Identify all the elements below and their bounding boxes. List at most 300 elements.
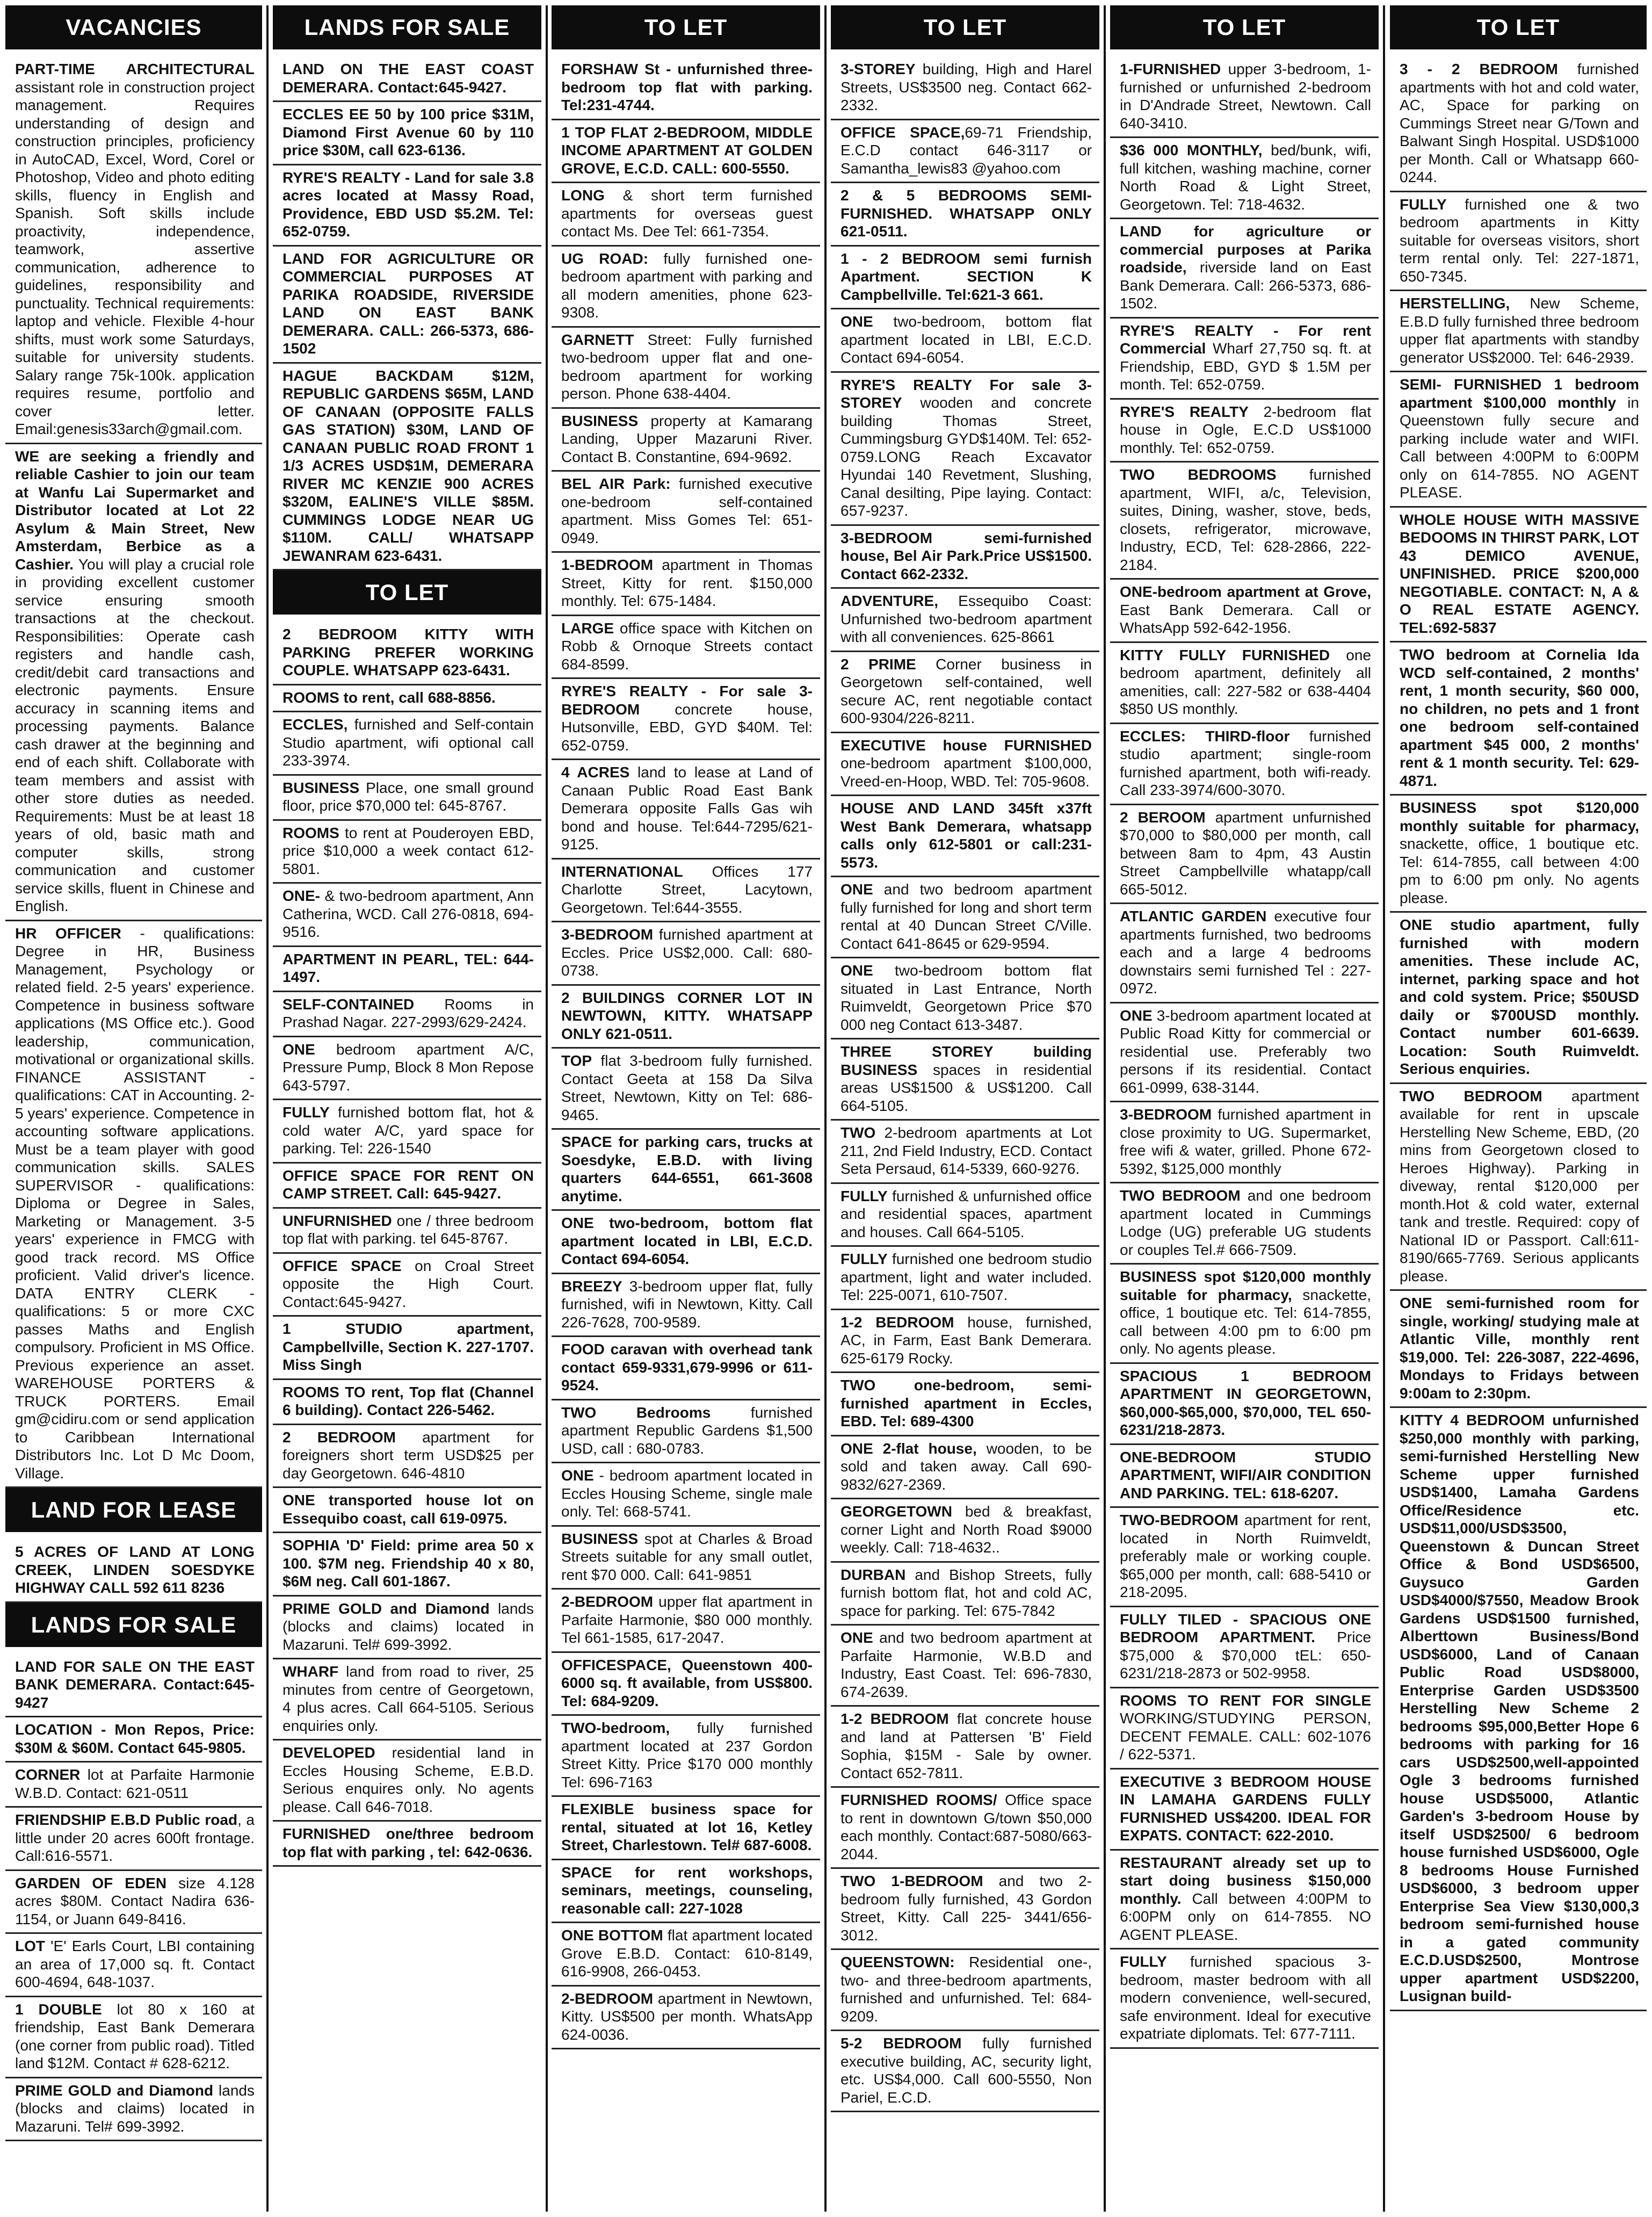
classified-ad bbox=[552, 922, 820, 986]
ad-lead: FULLY bbox=[1400, 196, 1447, 213]
ad-text: apartment in Thomas Street, Kitty for rent. $150,000 monthly. Tel: 675-1484. bbox=[561, 557, 813, 609]
ad-lead: 3 - 2 BEDROOM bbox=[1400, 61, 1558, 77]
ad-lead: FURNISHED ROOMS/ bbox=[841, 1792, 997, 1808]
ad-text: lands (blocks and claims) located in Mazaruni. Tel# 699-3992. bbox=[282, 1600, 534, 1653]
ad-lead: ONE BOTTOM bbox=[561, 1927, 663, 1944]
classified-ad bbox=[273, 776, 541, 821]
classified-ad bbox=[273, 1317, 541, 1380]
ad-text: spot at Charles & Broad Streets suitable for any small outlet, rent $70 000. Call: 641-9851 bbox=[561, 1530, 813, 1583]
ad-text: furnished studio apartment; single-room furnished apartment, both wifi-ready. Call 233-3974/600-3070. bbox=[1120, 727, 1371, 798]
ad-lead: SPACIOUS 1 BEDROOM APARTMENT IN GEORGETOWN, $60,000-$65,000, $70,000, TEL 650-6231/218-2873. bbox=[1120, 1367, 1371, 1438]
classified-ad bbox=[273, 1659, 541, 1741]
ad-text: wooden, to be sold and taken away. Call 690-9832/627-2369. bbox=[841, 1440, 1092, 1493]
ad-lead: PRIME GOLD and Diamond bbox=[282, 1600, 490, 1617]
ad-lead: 2 & 5 BEDROOMS SEMI-FURNISHED. WHATSAPP ONLY 621-0511. bbox=[841, 187, 1092, 240]
ad-lead: TWO-BEDROOM bbox=[1120, 1512, 1238, 1528]
ad-text: Residential one-, two- and three-bedroom apartments, furnished and unfurnished. Tel: 684-9209. bbox=[841, 1954, 1092, 2025]
classified-ad bbox=[831, 373, 1099, 526]
ad-lead: FLEXIBLE business space for rental, situated at lot 16, Ketley Street, Charlestown. Tel# 687-6008. bbox=[561, 1801, 813, 1853]
classified-ad bbox=[552, 1337, 820, 1400]
ad-lead: EXECUTIVE 3 BEDROOM HOUSE IN LAMAHA GARDENS FULLY FURNISHED US$4200. IDEAL FOR EXPATS. CONTACT: 622-2010. bbox=[1120, 1773, 1371, 1844]
ad-text: Rooms in Prashad Nagar. 227-2993/629-2424. bbox=[282, 995, 534, 1030]
classified-ad bbox=[1110, 1364, 1379, 1445]
classified-ad bbox=[552, 1987, 820, 2050]
classified-ad bbox=[552, 1463, 820, 1527]
column-divider bbox=[1104, 5, 1106, 2212]
ad-lead: PART-TIME ARCHITECTURAL bbox=[15, 61, 255, 77]
classified-ad bbox=[552, 860, 820, 923]
ad-text: 3-bedroom upper flat, fully furnished, wifi in Newtown, Kitty. Call 226-7628, 700-9589. bbox=[561, 1277, 813, 1331]
ad-lead: ONE bbox=[841, 1629, 873, 1646]
ad-text: bed/bunk, wifi, full kitchen, washing machine, corner North Road & Light Street, Georgetown. Tel: 718-4632. bbox=[1120, 142, 1371, 213]
classified-ad bbox=[273, 57, 541, 102]
classified-ad bbox=[552, 1923, 820, 1987]
ad-lead: 2-BEDROOM bbox=[561, 1990, 654, 2007]
ad-text: concrete house, Hutsonville, EBD, GYD $40M. Tel: 652-0759. bbox=[561, 701, 813, 754]
ad-text: 2-bedroom flat house in Ogle, E.C.D US$1000 monthly. Tel: 652-0759. bbox=[1120, 403, 1371, 456]
ad-lead: LONG bbox=[561, 187, 605, 204]
ad-text: furnished and Self-contain Studio apartment, wifi optional call 233-3974. bbox=[282, 716, 534, 769]
ad-lead: LOT bbox=[15, 1938, 45, 1954]
ad-text: upper flat apartment in Parfaite Harmonie, $80 000 monthly. Tel 661-1585, 617-2047. bbox=[561, 1593, 813, 1646]
column-4 bbox=[831, 5, 1099, 2212]
ad-text: furnished executive one-bedroom self-contained apartment. Miss Gomes Tel: 651-0949. bbox=[561, 475, 813, 546]
ad-lead: QUEENSTOWN: bbox=[841, 1954, 955, 1970]
classified-ad bbox=[5, 1997, 262, 2078]
classified-ad bbox=[831, 733, 1099, 797]
classified-ad bbox=[552, 472, 820, 553]
classified-ad bbox=[831, 1563, 1099, 1626]
classified-ad bbox=[552, 1274, 820, 1338]
ad-text: Office space to rent in downtown G/town $50,000 each monthly. Contact:687-5080/663-2044. bbox=[841, 1792, 1092, 1862]
ad-text: fully furnished apartment located at 237 Gordon Street Kitty. Price $170 000 monthly Tel: 696-7163 bbox=[561, 1720, 813, 1790]
classified-ad bbox=[5, 1655, 262, 1718]
ad-text: furnished & unfurnished office and residential spaces, apartment and houses. Call 664-5105. bbox=[841, 1187, 1092, 1240]
ad-lead: OFFICESPACE, Queenstown 400-6000 sq. ft available, from US$800. Tel: 684-9209. bbox=[561, 1656, 813, 1709]
ad-lead: FRIENDSHIP E.B.D Public road bbox=[15, 1811, 238, 1828]
ad-lead: INTERNATIONAL bbox=[561, 863, 683, 880]
ad-text: & short term furnished apartments for overseas guest contact Ms. Dee Tel: 661-7354. bbox=[561, 187, 813, 240]
classified-ad bbox=[1110, 219, 1379, 319]
ad-text: furnished apartment Republic Gardens $1,500 USD, call : 680-0783. bbox=[561, 1404, 813, 1457]
ad-lead: 2 PRIME bbox=[841, 655, 916, 673]
ad-lead: FULLY bbox=[1120, 1953, 1167, 1970]
ad-text: Place, one small ground floor, price $70,000 tel: 645-8767. bbox=[282, 779, 534, 814]
classified-ad bbox=[1390, 1084, 1647, 1291]
classified-ad bbox=[1110, 57, 1379, 138]
ad-lead: TWO bedroom at Cornelia Ida WCD self-contained, 2 months' rent, 1 month security, $60 000, no children, no pets and 1 front one bedroom self-contained apartment $45 000, 2 months' rent & 1 month security. Tel: 629-4871. bbox=[1400, 646, 1639, 789]
classified-ad bbox=[1110, 1265, 1379, 1364]
classified-ad bbox=[1390, 642, 1647, 796]
ad-lead: EXECUTIVE house FURNISHED bbox=[841, 736, 1092, 754]
classified-ad bbox=[1390, 372, 1647, 508]
ad-lead: BUSINESS spot $120,000 monthly suitable for pharmacy, bbox=[1120, 1268, 1371, 1303]
classified-ad bbox=[273, 1822, 541, 1867]
ad-lead: ADVENTURE, bbox=[841, 593, 939, 609]
ad-lead: ONE semi-furnished room for single, working/ studying male at Atlantic Ville, monthly rent $19,000. Tel: 226-3087, 222-4696, Mondays to Fridays between 9:00am to 2:30pm. bbox=[1400, 1295, 1639, 1402]
ad-lead: FULLY bbox=[841, 1251, 888, 1267]
ad-lead: FULLY TILED - SPACIOUS ONE BEDROOM APARTMENT. bbox=[1120, 1611, 1371, 1645]
classified-ad bbox=[5, 1540, 262, 1603]
classified-ad bbox=[1110, 724, 1379, 805]
ad-text: upper 3-bedroom, 1-furnished or unfurnished 2-bedroom in D'Andrade Street, Newtown. Call 640-3410. bbox=[1120, 61, 1371, 132]
classified-ad bbox=[552, 1130, 820, 1211]
ad-lead: 1 STUDIO apartment, Campbellville, Section K. 227-1707. Miss Singh bbox=[282, 1320, 534, 1373]
classified-ad bbox=[5, 444, 262, 921]
classified-ad bbox=[273, 884, 541, 947]
ad-lead: PRIME GOLD and Diamond bbox=[15, 2082, 214, 2099]
ad-lead: ROOMS to rent, call 688-8856. bbox=[282, 689, 496, 706]
classified-ad bbox=[1110, 580, 1379, 643]
classified-ad bbox=[1110, 904, 1379, 1003]
ad-text: flat concrete house and land at Pattersen 'B' Field Sophia, $15M - Sale by owner. Contact 652-7811. bbox=[841, 1710, 1092, 1781]
ad-text: bed & breakfast, corner Light and North Road $9000 weekly. Call: 718-4632.. bbox=[841, 1503, 1092, 1556]
classified-ad bbox=[831, 1184, 1099, 1247]
section-header: TO LET bbox=[273, 571, 541, 615]
classified-ad bbox=[273, 947, 541, 992]
classified-ad bbox=[831, 1373, 1099, 1436]
classified-ad bbox=[1110, 1851, 1379, 1950]
ad-lead: FORSHAW St - unfurnished three-bedroom top flat with parking. Tel:231-4744. bbox=[561, 61, 813, 113]
column-1 bbox=[5, 5, 262, 2212]
classified-ad bbox=[552, 986, 820, 1049]
ad-lead: ONE transported house lot on Essequibo coast, call 619-0975. bbox=[282, 1492, 534, 1527]
ad-text: apartment for foreigners short term USD$25 per day Georgetown. 646-4810 bbox=[282, 1428, 534, 1482]
ad-lead: ROOMS TO RENT FOR SINGLE bbox=[1120, 1692, 1371, 1709]
classified-ad bbox=[552, 1590, 820, 1653]
classified-ad bbox=[552, 1797, 820, 1860]
ad-text: 3-bedroom apartment located at Public Road Kitty for commercial or residential use. Preferably two persons if its residential. Contact 661-0999, 638-3144. bbox=[1120, 1007, 1371, 1096]
ad-text: Wharf 27,750 sq. ft. at Friendship, EBD, GYD $ 1.5M per month. Tel: 652-0759. bbox=[1120, 340, 1371, 393]
classified-ad bbox=[273, 1425, 541, 1489]
ad-lead: ECCLES EE 50 by 100 price $31M, Diamond First Avenue 60 by 110 price $30M, call 623-6136. bbox=[282, 106, 534, 158]
ad-text: fully furnished one-bedroom apartment with parking and all modern amenities, phone 623-9308. bbox=[561, 250, 813, 321]
classified-ad bbox=[831, 1499, 1099, 1563]
classified-ad bbox=[1390, 57, 1647, 192]
classified-ad bbox=[273, 1100, 541, 1164]
column-divider bbox=[824, 5, 827, 2212]
ad-text: furnished apartment in close proximity to UG. Supermarket, free wifi & water, grilled. Phone 672-5392, $125,000 monthly bbox=[1120, 1106, 1371, 1177]
classified-ad bbox=[831, 652, 1099, 733]
ad-lead: $36 000 MONTHLY, bbox=[1120, 142, 1263, 158]
classified-ad bbox=[831, 120, 1099, 184]
ad-lead: TOP bbox=[561, 1052, 592, 1069]
classified-ad bbox=[552, 120, 820, 184]
column-divider bbox=[1383, 5, 1385, 2212]
ad-lead: 1-FURNISHED bbox=[1120, 61, 1221, 77]
ad-lead: RYRE'S REALTY bbox=[1120, 403, 1249, 420]
ad-lead: TWO Bedrooms bbox=[561, 1404, 711, 1421]
ad-text: flat apartment located Grove E.B.D. Contact: 610-8149, 616-9908, 266-0453. bbox=[561, 1927, 813, 1980]
ad-text: - bedroom apartment located in Eccles Housing Scheme, single male only. Tel: 668-5741. bbox=[561, 1467, 813, 1520]
classified-ad bbox=[831, 57, 1099, 120]
ad-text: and Bishop Streets, fully furnish bottom flat, hot and cold AC, space for parking. Tel: 675-7842 bbox=[841, 1566, 1092, 1619]
ad-lead: 1 DOUBLE bbox=[15, 2001, 102, 2018]
classified-ad bbox=[1110, 805, 1379, 905]
ad-lead: TWO 1-BEDROOM bbox=[841, 1873, 983, 1889]
ad-lead: 1-2 BEDROOM bbox=[841, 1313, 954, 1331]
classified-ad bbox=[831, 2031, 1099, 2112]
ad-text: and two bedroom apartment fully furnished for long and short term rental at 40 Duncan Street C/Ville. Contact 641-8645 or 629-9594. bbox=[841, 881, 1092, 952]
ad-lead: KITTY FULLY FURNISHED bbox=[1120, 646, 1330, 663]
classified-ad bbox=[831, 1788, 1099, 1869]
ad-text: size 4.128 acres $80M. Contact Nadira 636-1154, or Juann 649-8416. bbox=[15, 1874, 255, 1927]
ad-text: house, furnished, AC, in Farm, East Bank Demerara. 625-6179 Rocky. bbox=[841, 1313, 1092, 1367]
classified-ad bbox=[5, 1808, 262, 1871]
ad-text: one / three bedroom top flat with parking. tel 645-8767. bbox=[282, 1212, 534, 1247]
classified-ad bbox=[552, 409, 820, 472]
ad-text: one bedroom apartment, definitely all amenities, call: 227-582 or 638-4404 $850 US monthly. bbox=[1120, 646, 1372, 717]
ad-text: and two bedroom apartment at Parfaite Harmonie, W.B.D and Industry, East Coast. Tel: 696-7830, 674-2639. bbox=[841, 1629, 1092, 1700]
ad-lead: ROOMS bbox=[282, 824, 339, 841]
ad-lead: ROOMS TO rent, Top flat (Channel 6 building). Contact 226-5462. bbox=[282, 1383, 534, 1418]
ad-lead: WE are seeking a friendly and reliable Cashier to join our team at Wanfu Lai Supermarket and Distributor located at Lot 22 Asylum & Main Street, New Amsterdam, Berbice as a Cashier. bbox=[15, 447, 255, 573]
ad-lead: FOOD caravan with overhead tank contact 659-9331,679-9996 or 611-9524. bbox=[561, 1341, 813, 1393]
ad-lead: UNFURNISHED bbox=[282, 1212, 392, 1229]
classified-ad bbox=[1110, 1445, 1379, 1508]
classified-ad bbox=[273, 685, 541, 713]
ad-text: apartment available for rent in upscale Herstelling New Scheme, EBD, (20 mins from Georgetown closed to Heroes Highway). Parking in diveway, rental $120,000 per month.Hot & cold water, external tank and trestle. Required: copy of National ID or Passport. Call:611-8190/665-7769. Serious applicants please. bbox=[1400, 1087, 1639, 1284]
classified-ad bbox=[273, 622, 541, 685]
classified-ad bbox=[552, 1049, 820, 1130]
ad-lead: 2 BEDROOM bbox=[282, 1428, 396, 1446]
ad-text: wooden and concrete building Thomas Street, Cummingsburg GYD$140M. Tel: 652-0759.LONG Reach Excavator Hyundai 140 Revetment, Slushing, Canal desilting, Pipe laying. Contact: 657-9237. bbox=[841, 394, 1092, 519]
ad-text: Call between 4:00PM to 6:00PM only on 614-7855. NO AGENT PLEASE. bbox=[1120, 1890, 1371, 1943]
ad-lead: ONE- bbox=[282, 887, 320, 904]
ad-lead: TWO BEDROOM bbox=[1120, 1187, 1241, 1204]
classified-ad bbox=[831, 1436, 1099, 1500]
ad-text: land from road to river, 25 minutes from centre of Georgetown, 4 plus acres. Call 664-5105. Serious enquiries only. bbox=[282, 1663, 534, 1734]
ad-text: bedroom apartment A/C, Pressure Pump, Block 8 Mon Repose 643-5797. bbox=[282, 1041, 534, 1094]
ad-lead: TWO BEDROOM bbox=[1400, 1087, 1542, 1104]
classified-ad bbox=[1390, 1408, 1647, 2011]
ad-lead: CORNER bbox=[15, 1766, 81, 1783]
classified-ad bbox=[831, 247, 1099, 310]
ad-lead: LAND for agriculture or commercial purposes at Parika roadside, bbox=[1120, 223, 1371, 276]
ad-text: furnished apartment, WIFI, a/c, Television, suites, Dining, washer, stove, beds, closets, refrigerator, microwave, Industry, ECD, Tel: 628-2866, 222-2184. bbox=[1120, 466, 1371, 573]
classified-ad bbox=[552, 57, 820, 120]
ad-lead: LAND FOR SALE ON THE EAST BANK DEMERARA. Contact:645-9427 bbox=[15, 1658, 255, 1711]
ad-text: in Queenstown fully secure and parking include water and WIFI. Call between 4:00PM to 6:00PM only on 614-7855. NO AGENT PLEASE. bbox=[1400, 394, 1640, 501]
classified-ad bbox=[831, 1247, 1099, 1310]
ad-lead: HAGUE BACKDAM $12M, REPUBLIC GARDENS $65M, LAND OF CANAAN (OPPOSITE FALLS GAS STATION) $30M, LAND OF CANAAN PUBLIC ROAD FRONT 1 1/3 ACRES USD$1M, DEMERARA RIVER MC KENZIE 900 ACRES $320M, EALINE'S VILLE $85M. CUMMINGS LODGE NEAR UG $110M. CALL/ WHATSAPP JEWANRAM 623-6431. bbox=[282, 367, 534, 564]
ad-lead: LAND ON THE EAST COAST DEMERARA. Contact:645-9427. bbox=[282, 61, 534, 96]
ad-lead: ONE 2-flat house, bbox=[841, 1440, 977, 1457]
classified-ad bbox=[1110, 400, 1379, 463]
classified-ad bbox=[552, 1860, 820, 1924]
ad-text: furnished apartment at Eccles. Price US$2,000. Call: 680-0738. bbox=[561, 926, 813, 979]
ad-lead: 1 - 2 BEDROOM semi furnish Apartment. SECTION K Campbellville. Tel:621-3 661. bbox=[841, 250, 1092, 303]
ad-text: WORKING/STUDYING PERSON, DECENT FEMALE. CALL: 602-1076 / 622-5371. bbox=[1120, 1710, 1371, 1763]
ad-lead: BUSINESS bbox=[561, 1530, 639, 1547]
ad-lead: TWO one-bedroom, semi-furnished apartment in Eccles, EBD. Tel: 689-4300 bbox=[841, 1377, 1092, 1429]
section-header: TO LET bbox=[831, 5, 1099, 49]
classified-ad bbox=[273, 102, 541, 165]
ad-lead: HR OFFICER bbox=[15, 925, 121, 942]
classified-ad bbox=[273, 992, 541, 1037]
ad-text: lands (blocks and claims) located in Mazaruni. Tel# 699-3992. bbox=[15, 2082, 255, 2135]
column-5 bbox=[1110, 5, 1379, 2212]
ad-text: two-bedroom, bottom flat apartment located in LBI, E.C.D. Contact 694-6054. bbox=[841, 313, 1092, 366]
ad-lead: 5 ACRES OF LAND AT LONG CREEK, LINDEN SOESDYKE HIGHWAY CALL 592 611 8236 bbox=[15, 1543, 255, 1596]
ad-lead: SPACE for parking cars, trucks at Soesdyke, E.B.D. with living quarters 644-6551, 661-3608 anytime. bbox=[561, 1133, 813, 1204]
ad-text: apartment unfurnished $70,000 to $80,000 per month, call between 8am to 4pm, 43 Austin Street Campbellville whatapp/call 665-5012. bbox=[1120, 808, 1371, 898]
ad-lead: 2 BEROOM bbox=[1120, 808, 1206, 826]
ad-lead: GARNETT bbox=[561, 331, 634, 348]
ad-text: & two-bedroom apartment, Ann Catherina, WCD. Call 276-0818, 694-9516. bbox=[282, 887, 534, 940]
ad-text: executive four apartments furnished, two bedrooms each and a large 4 bedrooms downstairs semi furnished Tel : 227-0972. bbox=[1120, 908, 1371, 996]
ad-text: land to lease at Land of Canaan Public Road East Bank Demerara opposite Falls Gas wih bond and house. Tel:644-7295/621-9125. bbox=[561, 764, 813, 853]
ad-lead: ONE bbox=[841, 881, 873, 898]
ad-lead: TWO-bedroom, bbox=[561, 1720, 670, 1736]
ad-lead: GARDEN OF EDEN bbox=[15, 1874, 167, 1891]
classified-ad bbox=[831, 309, 1099, 373]
classified-ad bbox=[273, 1533, 541, 1597]
classified-ad bbox=[273, 1380, 541, 1425]
classified-ad bbox=[273, 1164, 541, 1209]
classified-ad bbox=[552, 328, 820, 409]
ad-lead: 2 BUILDINGS CORNER LOT IN NEWTOWN, KITTY. WHATSAPP ONLY 621-0511. bbox=[561, 989, 813, 1042]
classified-ad bbox=[1390, 796, 1647, 913]
ad-lead: ONE-bedroom apartment at Grove, bbox=[1120, 583, 1371, 600]
ad-lead: SELF-CONTAINED bbox=[282, 995, 415, 1013]
ad-lead: ONE bbox=[841, 962, 873, 979]
classified-ad bbox=[273, 1209, 541, 1254]
classified-ad bbox=[1110, 1183, 1379, 1265]
classified-ad bbox=[552, 1527, 820, 1590]
ad-text: to rent at Pouderoyen EBD, price $10,000 a week contact 612-5801. bbox=[282, 824, 534, 877]
classified-ad bbox=[1110, 1607, 1379, 1688]
ad-lead: DEVELOPED bbox=[282, 1744, 375, 1761]
column-divider bbox=[546, 5, 548, 2212]
ad-lead: THREE STOREY building BUSINESS bbox=[841, 1043, 1092, 1078]
ad-lead: SEMI- FURNISHED 1 bedroom apartment $100,000 monthly bbox=[1400, 376, 1639, 411]
ad-lead: RYRE'S REALTY For sale 3-STOREY bbox=[841, 376, 1092, 411]
ad-lead: 2-BEDROOM bbox=[561, 1593, 654, 1610]
classified-ad bbox=[552, 760, 820, 860]
classified-ad bbox=[1110, 1003, 1379, 1103]
ad-text: 2-bedroom apartments at Lot 211, 2nd Field Industry, ECD. Contact Seta Persaud, 614-5339, 660-9276. bbox=[841, 1124, 1092, 1177]
ad-text: snackette, office, 1 boutique etc. Tel: 614-7855, call between 4:00 pm to 6:00 pm only. No agents please. bbox=[1400, 835, 1639, 906]
section-header: TO LET bbox=[552, 5, 820, 49]
ad-lead: HOUSE AND LAND 345ft x37ft West Bank Demerara, whatsapp calls only 612-5801 or call:231-5573. bbox=[841, 800, 1092, 871]
ad-text: furnished spacious 3-bedroom, master bedroom with all modern convenience, well-secured, safe environment. Ideal for executive expatriate diplomats. Tel: 677-7111. bbox=[1120, 1953, 1371, 2042]
classified-ad bbox=[552, 679, 820, 760]
classified-ad bbox=[1390, 192, 1647, 292]
ad-text: residential land in Eccles Housing Scheme, E.B.D. Serious enquires only. No agents please. Call 646-7018. bbox=[282, 1744, 534, 1815]
ad-text: , a little under 20 acres 600ft frontage. Call:616-5571. bbox=[15, 1811, 255, 1864]
ad-text: spaces in residential areas US$1500 & US$1200. Call 664-5105. bbox=[841, 1061, 1092, 1114]
ad-lead: 3-STOREY bbox=[841, 61, 916, 77]
section-header: TO LET bbox=[1390, 5, 1647, 49]
classified-ad bbox=[273, 1037, 541, 1101]
ad-lead: HERSTELLING, bbox=[1400, 295, 1510, 312]
classified-ad bbox=[273, 364, 541, 571]
section-header: LANDS FOR SALE bbox=[5, 1603, 262, 1647]
ad-text: You will play a crucial role in providing excellent customer service ensuring smooth transactions at the checkout. Responsibilities: Operate cash registers and handle cash, credit/debit card transactions and electronic payments. Ensure accuracy in scanning items and processing payments. Balance cash drawer at the beginning and end of each shift. Collaborate with team members and assist with other store duties as needed. Requirements: Must be at least 18 years of old, basic math and computer skills, strong communication and customer service skills, fluent in Chinese and English. bbox=[15, 555, 255, 914]
ad-lead: FURNISHED one/three bedroom top flat with parking , tel: 642-0636. bbox=[282, 1825, 534, 1860]
ad-lead: BREEZY bbox=[561, 1277, 622, 1295]
ad-lead: FULLY bbox=[841, 1187, 888, 1204]
ad-text: one-bedroom apartment $100,000, Vreed-en-Hoop, WBD. Tel: 705-9608. bbox=[841, 755, 1092, 790]
classified-ad bbox=[5, 1934, 262, 1997]
ad-lead: ONE studio apartment, fully furnished with modern amenities. These include AC, internet, parking space and hot and cold system. Price; $50USD daily or $700USD monthly. Contact number 601-6639. Location: South Ruimveldt. Serious enquiries. bbox=[1400, 916, 1639, 1077]
ad-text: Essequibo Coast: Unfurnished two-bedroom apartment with all conveniences. 625-8661 bbox=[841, 593, 1092, 645]
classified-ad bbox=[273, 1597, 541, 1660]
ad-lead: 1-2 BEDROOM bbox=[841, 1710, 949, 1727]
ad-text: on Croal Street opposite the High Court. Contact:645-9427. bbox=[282, 1257, 534, 1310]
classified-ad bbox=[1110, 1949, 1379, 2049]
classified-ad bbox=[831, 589, 1099, 652]
classified-ad bbox=[273, 1488, 541, 1533]
ad-lead: OFFICE SPACE, bbox=[841, 124, 965, 141]
classified-ad bbox=[831, 1869, 1099, 1950]
ad-lead: ONE bbox=[282, 1041, 315, 1058]
classified-ad bbox=[831, 796, 1099, 877]
classified-ad bbox=[1110, 1688, 1379, 1770]
classified-ad bbox=[5, 921, 262, 1489]
ad-lead: ONE two-bedroom, bottom flat apartment located in LBI, E.C.D. Contact 694-6054. bbox=[561, 1215, 813, 1267]
ad-lead: ONE-BEDROOM STUDIO APARTMENT, WIFI/AIR CONDITION AND PARKING. TEL: 618-6207. bbox=[1120, 1448, 1371, 1501]
ad-lead: ONE bbox=[841, 313, 873, 330]
classified-ad bbox=[5, 1871, 262, 1934]
ad-text: office space with Kitchen on Robb & Ornoque Streets contact 684-8599. bbox=[561, 619, 813, 673]
ad-lead: 5-2 BEDROOM bbox=[841, 2035, 962, 2052]
ad-lead: 1 TOP FLAT 2-BEDROOM, MIDDLE INCOME APARTMENT AT GOLDEN GROVE, E.C.D. CALL: 600-5550. bbox=[561, 124, 813, 177]
classified-ad bbox=[1390, 1291, 1647, 1408]
classified-ad bbox=[273, 1254, 541, 1317]
classified-ad bbox=[273, 821, 541, 884]
ad-lead: SOPHIA 'D' Field: prime area 50 x 100. $7M neg. Friendship 40 x 80, $6M neg. Call 601-1867. bbox=[282, 1537, 534, 1590]
classified-ad bbox=[831, 1707, 1099, 1788]
ad-text: lot at Parfaite Harmonie W.B.D. Contact: 621-0511 bbox=[15, 1766, 255, 1801]
column-divider bbox=[266, 5, 269, 2212]
classified-ad bbox=[552, 1400, 820, 1464]
ad-lead: RYRE'S REALTY - Land for sale 3.8 acres located at Massy Road, Providence, EBD USD $5.2M. Tel: 652-0759. bbox=[282, 169, 534, 240]
section-header: TO LET bbox=[1110, 5, 1379, 49]
ad-lead: BUSINESS bbox=[282, 779, 360, 796]
ad-lead: 3-BEDROOM semi-furnished house, Bel Air Park.Price US$1500. Contact 662-2332. bbox=[841, 529, 1092, 582]
ad-text: lot 80 x 160 at friendship, East Bank Demerara (one corner from public road). Titled land $12M. Contact # 628-6212. bbox=[15, 2001, 255, 2071]
ad-lead: WHOLE HOUSE WITH MASSIVE BEDOOMS IN THIRST PARK, LOT 43 DEMICO AVENUE, UNFINISHED. PRICE $200,000 NEGOTIABLE. CONTACT: N, A & O REAL ESTATE AGENCY. TEL:692-5837 bbox=[1400, 511, 1639, 636]
ad-lead: BEL AIR Park: bbox=[561, 475, 671, 492]
ad-text: flat 3-bedroom fully furnished. Contact Geeta at 158 Da Silva Street, Newtown, Kitty on Tel: 686-9465. bbox=[561, 1052, 813, 1123]
ad-lead: 1-BEDROOM bbox=[561, 557, 654, 573]
classified-ad bbox=[831, 183, 1099, 247]
ad-text: New Scheme, E.B.D fully furnished three bedroom upper flat apartments with standby generator US$2000. Tel: 646-2939. bbox=[1400, 295, 1639, 366]
classified-ad bbox=[831, 958, 1099, 1039]
ad-lead: 3-BEDROOM bbox=[561, 926, 654, 943]
ad-text: fully furnished executive building, AC, security light, etc. US$4,000. Call 600-5550, Non Pariel, E.C.D. bbox=[841, 2035, 1092, 2106]
ad-lead: 2 BEDROOM KITTY WITH PARKING PREFER WORKING COUPLE. WHATSAPP 623-6431. bbox=[282, 626, 534, 678]
ad-text: and one bedroom apartment located in Cummings Lodge (UG) preferable UG students or couples Tel.# 666-7509. bbox=[1120, 1187, 1372, 1258]
classified-ad bbox=[831, 526, 1099, 589]
ad-lead: ECCLES: THIRD-floor bbox=[1120, 727, 1290, 745]
classified-ad bbox=[5, 57, 262, 444]
classified-ad bbox=[831, 1039, 1099, 1121]
classified-ad bbox=[273, 712, 541, 776]
ad-lead: OFFICE SPACE FOR RENT ON CAMP STREET. Call: 645-9427. bbox=[282, 1167, 534, 1202]
ad-lead: FULLY bbox=[282, 1104, 330, 1121]
ad-lead: RESTAURANT already set up to start doing business $150,000 monthly. bbox=[1120, 1854, 1371, 1907]
ad-lead: KITTY 4 BEDROOM unfurnished $250,000 monthly with parking, semi-furnished Herstelling New Scheme upper furnished USD$1400, Lamaha Gardens Office/Residence etc. USD$11,000/USD$3500, Queenstown & Duncan Street Office & Bond USD$6500, Guysuco Garden USD$4000/$7550, Meadow Brook Gardens USD$1500 furnished, Alberttown Business/Bond USD$6000, Land of Canaan Public Road USD$8000, Enterprise Garden USD$3500 Herstelling New Scheme 2 bedrooms $95,000,Better Hope 6 bedrooms with parking for 16 cars USD$2500,well-appointed Ogle 3 bedrooms furnished house USD$5000, Atlantic Garden's 3-bedroom House by itself USD$2500/ 6 bedroom house furnished USD$6000, Ogle 8 bedrooms House Furnished USD$6000, 3 bedroom upper Enterprise Sea View $130,000,3 bedroom semi-furnished house in a gated community E.C.D.USD$2500, Montrose upper apartment USD$2200, Lusignan build- bbox=[1400, 1412, 1639, 2004]
ad-text: Street: Fully furnished two-bedroom upper flat and one-bedroom apartment for working person. Phone 638-4404. bbox=[561, 331, 813, 402]
classified-ad bbox=[5, 2078, 262, 2142]
ad-lead: UG ROAD: bbox=[561, 250, 649, 267]
ad-lead: BUSINESS bbox=[561, 412, 639, 429]
ad-lead: ONE bbox=[1120, 1007, 1153, 1024]
column-2 bbox=[273, 5, 541, 2212]
